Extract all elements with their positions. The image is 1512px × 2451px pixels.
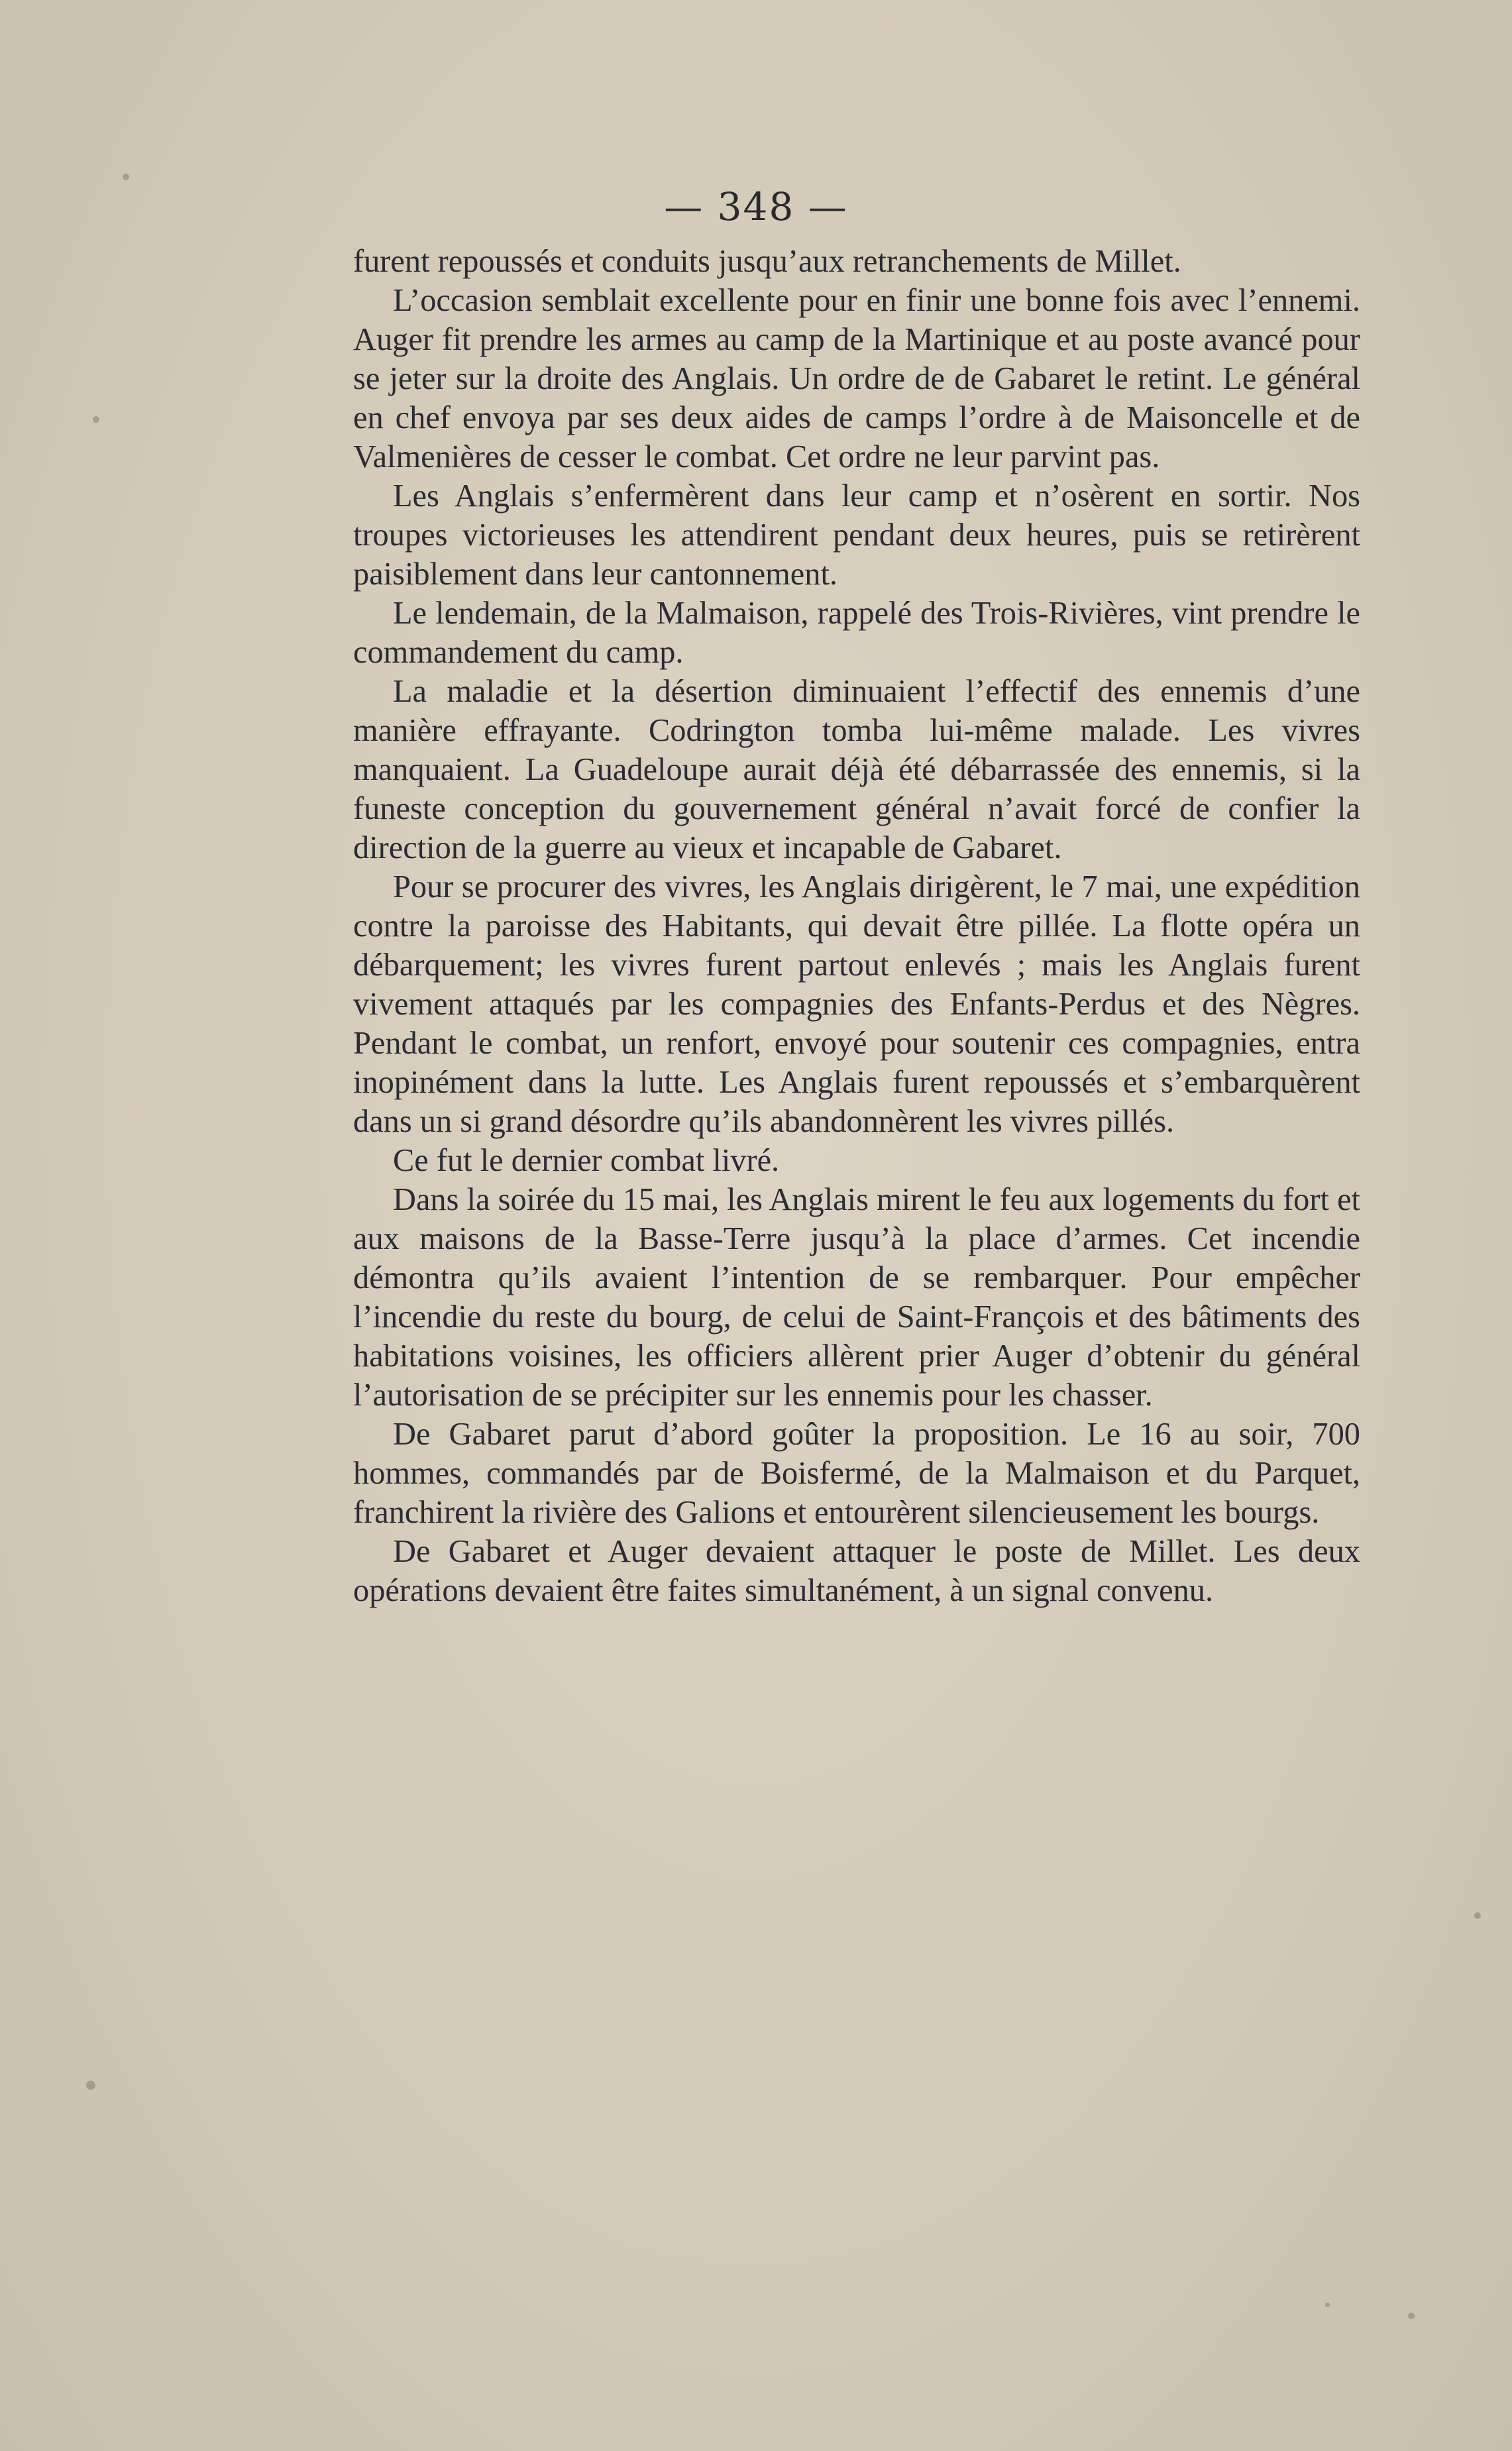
paper-speck xyxy=(123,174,129,180)
paper-speck xyxy=(1474,1912,1481,1919)
paragraph: L’occasion semblait excellente pour en finir une bonne fois avec l’ennemi. Auger fit prendre les armes au camp de la Martinique et au poste avancé pour se jeter sur la droite des Anglais. Un ordre de de Gabaret le retint. Le général en chef envoya par ses deux aides de camps l’ordre à de Maisoncelle et de Valmenières de cesser le combat. Cet ordre ne leur parvint pas. xyxy=(353,283,1360,474)
paragraph: Pour se procurer des vivres, les Anglais dirigèrent, le 7 mai, une expédition contre la paroisse des Habitants, qui devait être pillée. La flotte opéra un débarquement; les vivres furent partout enlevés ; mais les Anglais furent vivement attaqués par les compagnies des Enfants-Perdus et des Nègres. Pendant le combat, un renfort, envoyé pour soutenir ces compagnies, entra inopinément dans la lutte. Les Anglais furent repoussés et s’embarquèrent dans un si grand désordre qu’ils abandonnèrent les vivres pillés. xyxy=(353,869,1360,1139)
paper-speck xyxy=(1408,2313,1415,2319)
paper-speck xyxy=(1325,2303,1330,2307)
paragraph: La maladie et la désertion diminuaient l’effectif des ennemis d’une manière effrayante. Codrington tomba lui-même malade. Les vivres manquaient. La Guadeloupe aurait déjà été débarrassée des ennemis, si la funeste conception du gouvernement général n’avait forcé de confier la direction de la guerre au vieux et incapable de Gabaret. xyxy=(353,674,1360,865)
page-number: — 348 — xyxy=(664,184,848,229)
paragraph: Dans la soirée du 15 mai, les Anglais mirent le feu aux logements du fort et aux maisons de la Basse-Terre jusqu’à la place d’armes. Cet incendie démontra qu’ils avaient l’intention de se rembarquer. Pour empêcher l’incendie du reste du bourg, de celui de Saint-François et des bâtiments des habitations voisines, les officiers allèrent prier Auger d’obtenir du général l’autorisation de se précipiter sur les ennemis pour les chasser. xyxy=(353,1182,1360,1413)
paragraph: De Gabaret et Auger devaient attaquer le poste de Millet. Les deux opérations devaient être faites simultanément, à un signal convenu. xyxy=(353,1534,1360,1608)
paragraph: De Gabaret parut d’abord goûter la proposition. Le 16 au soir, 700 hommes, commandés par de Boisfermé, de la Malmaison et du Parquet, franchirent la rivière des Galions et entourèrent silencieusement les bourgs. xyxy=(353,1417,1360,1530)
paragraph: Ce fut le dernier combat livré. xyxy=(393,1143,780,1178)
paragraph: furent repoussés et conduits jusqu’aux retranchements de Millet. xyxy=(353,244,1181,279)
paragraph: Les Anglais s’enfermèrent dans leur camp et n’osèrent en sortir. Nos troupes victorieuses les attendirent pendant deux heures, puis se retirèrent paisiblement dans leur cantonnement. xyxy=(353,478,1360,592)
paper-speck xyxy=(86,2081,95,2090)
page-text xyxy=(353,242,1360,1610)
paper-speck xyxy=(93,416,99,423)
paragraph: Le lendemain, de la Malmaison, rappelé des Trois-Rivières, vint prendre le commandement du camp. xyxy=(353,596,1360,670)
